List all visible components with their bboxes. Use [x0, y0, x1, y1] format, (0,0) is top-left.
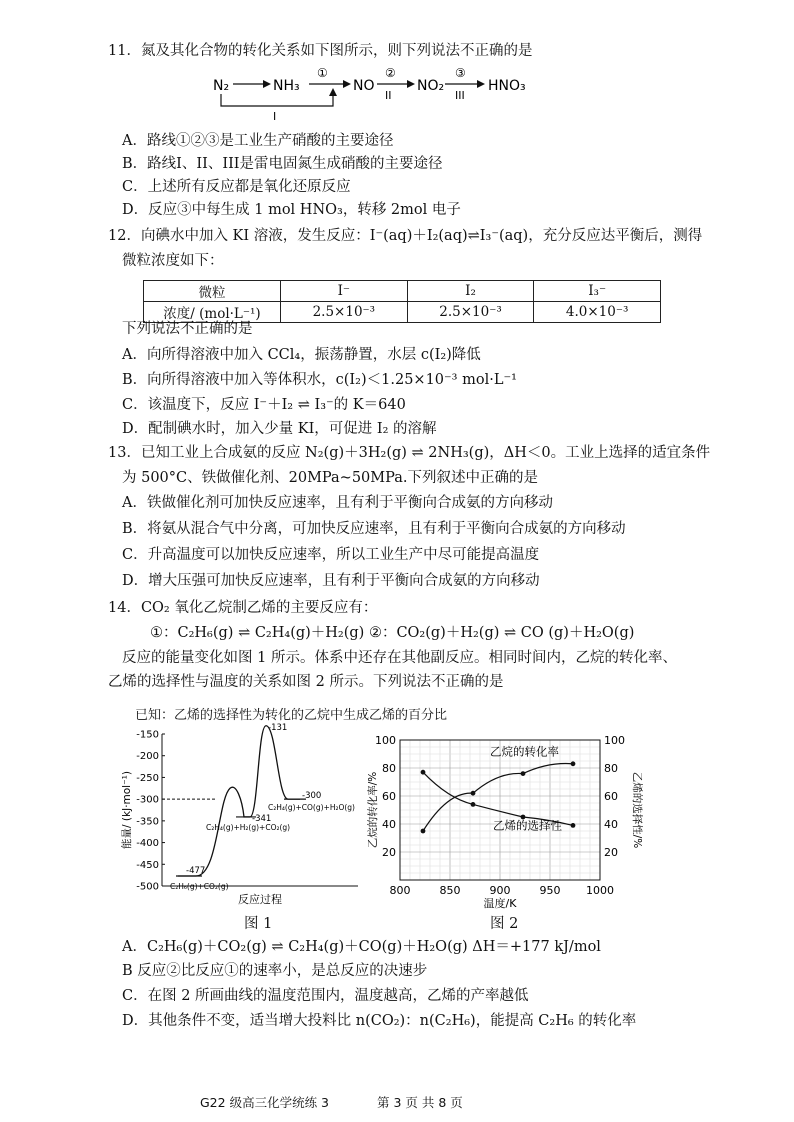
- q12-option-d: D．配制碘水时，加入少量 KI，可促进 I₂ 的溶解: [122, 421, 437, 437]
- q13-stem: 13．已知工业上合成氨的反应 N₂(g)＋3H₂(g) ⇌ 2NH₃(g)，ΔH＜0。工业上选择的适宜条件: [108, 445, 711, 461]
- q14-note: 已知：乙烯的选择性为转化的乙烷中生成乙烯的百分比: [135, 708, 448, 723]
- q14-option-b: B 反应②比反应①的速率小，是总反应的决速步: [122, 963, 428, 979]
- y-tick-label: -450: [136, 859, 159, 871]
- hno3-label: HNO₃: [488, 78, 526, 94]
- n2-label: N₂: [213, 78, 230, 94]
- route2-label: II: [385, 89, 392, 102]
- table-cell: 4.0×10⁻³: [534, 302, 661, 323]
- y-tick-label-left: 60: [382, 790, 396, 803]
- y-tick-label-left: 80: [382, 762, 396, 775]
- species-label: C₂H₄(g)+H₂(g)+CO₂(g): [206, 822, 291, 832]
- q14-option-a: A．C₂H₆(g)＋CO₂(g) ⇌ C₂H₄(g)＋CO(g)＋H₂O(g) ΔH＝+177 kJ/mol: [122, 939, 601, 955]
- q11-option-c: C．上述所有反应都是氧化还原反应: [122, 179, 351, 195]
- y-tick-label: -400: [136, 838, 159, 850]
- table-cell: 2.5×10⁻³: [407, 302, 534, 323]
- q11-option-b: B．路线I、II、III是雷电固氮生成硝酸的主要途径: [122, 156, 443, 172]
- y-tick-label-right: 40: [604, 818, 618, 831]
- nh3-label: NH₃: [273, 78, 300, 94]
- q11-stem: 11．氮及其化合物的转化关系如下图所示，则下列说法不正确的是: [108, 43, 533, 59]
- value-label: -341: [252, 813, 272, 824]
- data-point: [421, 770, 426, 775]
- data-point: [421, 829, 426, 834]
- y-tick-label: -250: [136, 772, 159, 784]
- conversion-selectivity-chart: [362, 728, 642, 908]
- species-label: C₂H₆(g)+CO₂(g): [170, 882, 229, 892]
- x-tick-label: 950: [539, 884, 561, 897]
- y-axis-label-left: 乙烷的转化率/%: [367, 771, 379, 849]
- table-header-cell: I₃⁻: [534, 281, 661, 302]
- series-line: [423, 772, 573, 825]
- data-point: [571, 761, 576, 766]
- x-axis-label: 温度/K: [483, 897, 517, 910]
- q13-option-d: D．增大压强可加快反应速率，且有利于平衡向合成氨的方向移动: [122, 573, 540, 589]
- fig1-caption: 图 1: [244, 916, 273, 932]
- series-label: 乙烷的转化率: [490, 744, 559, 759]
- q12-stem: 12．向碘水中加入 KI 溶液，发生反应：I⁻(aq)＋I₂(aq)⇌I₃⁻(aq)，充分反应达平衡后，测得: [108, 228, 703, 244]
- y-tick-label-right: 60: [604, 790, 618, 803]
- q11-option-d: D．反应③中每生成 1 mol HNO₃，转移 2mol 电子: [122, 202, 461, 218]
- concentration-table: [143, 280, 661, 323]
- no2-label: NO₂: [417, 78, 445, 94]
- y-tick-label-left: 20: [382, 846, 396, 859]
- y-tick-label-right: 20: [604, 846, 618, 859]
- x-axis-label: 反应过程: [238, 893, 282, 906]
- y-tick-label: -350: [136, 816, 159, 828]
- data-point: [521, 771, 526, 776]
- y-tick-label: -300: [136, 794, 159, 806]
- footer-page-number: 第 3 页 共 8 页: [377, 1095, 463, 1110]
- value-label: -477: [186, 866, 206, 877]
- q13-option-b: B．将氨从混合气中分离，可加快反应速率，且有利于平衡向合成氨的方向移动: [122, 521, 626, 537]
- footer-exam-name: G22 级高三化学统练 3: [200, 1095, 329, 1110]
- q12-stem2: 微粒浓度如下：: [122, 253, 224, 269]
- data-point: [571, 823, 576, 828]
- q11-diagram: [205, 62, 525, 122]
- q13-stem2: 为 500°C、铁做催化剂、20MPa~50MPa.下列叙述中正确的是: [122, 470, 538, 486]
- series-label: 乙烯的选择性: [493, 818, 562, 833]
- q13-option-a: A．铁做催化剂可加快反应速率，且有利于平衡向合成氨的方向移动: [122, 495, 553, 511]
- q13-option-c: C．升高温度可以加快反应速率，所以工业生产中尽可能提高温度: [122, 547, 540, 563]
- route1-label: I: [273, 110, 277, 123]
- energy-curve: [178, 726, 300, 876]
- y-tick-label-right: 80: [604, 762, 618, 775]
- species-label: C₂H₄(g)+CO(g)+H₂O(g): [268, 803, 355, 813]
- data-point: [471, 802, 476, 807]
- table-cell: 浓度/ (mol·L⁻¹): [144, 302, 281, 323]
- table-header-cell: I⁻: [281, 281, 408, 302]
- q14-desc1: 反应的能量变化如图 1 所示。体系中还存在其他副反应。相同时间内，乙烷的转化率、: [122, 650, 677, 666]
- y-tick-label-left: 100: [375, 734, 396, 747]
- step2-label: ②: [385, 66, 396, 80]
- y-axis-label-right: 乙烯的选择性/%: [631, 771, 643, 849]
- step1-label: ①: [317, 66, 328, 80]
- value-label: -300: [302, 791, 322, 802]
- q14-option-d: D．其他条件不变，适当增大投料比 n(CO₂)：n(C₂H₆)，能提高 C₂H₆ 的转化率: [122, 1013, 637, 1029]
- x-tick-label: 1000: [586, 884, 614, 897]
- no-label: NO: [353, 78, 375, 94]
- data-point: [471, 791, 476, 796]
- x-tick-label: 850: [439, 884, 461, 897]
- y-axis-label: 能量/ (kJ·mol⁻¹): [121, 771, 133, 849]
- y-tick-label-left: 40: [382, 818, 396, 831]
- q14-stem: 14．CO₂ 氧化乙烷制乙烯的主要反应有：: [108, 600, 378, 616]
- table-header-cell: 微粒: [144, 281, 281, 302]
- table-cell: 2.5×10⁻³: [281, 302, 408, 323]
- step3-label: ③: [455, 66, 466, 80]
- fig2-caption: 图 2: [490, 916, 519, 932]
- y-tick-label: -200: [136, 751, 159, 763]
- y-tick-label: -150: [136, 729, 159, 741]
- q12-option-c: C．该温度下，反应 I⁻＋I₂ ⇌ I₃⁻的 K＝640: [122, 397, 406, 413]
- energy-profile-chart: [118, 722, 363, 908]
- q12-ask: 下列说法不正确的是: [122, 321, 253, 337]
- y-tick-label-right: 100: [604, 734, 625, 747]
- q14-reactions: ①：C₂H₆(g) ⇌ C₂H₄(g)＋H₂(g) ②：CO₂(g)＋H₂(g) ⇌ CO (g)＋H₂O(g): [150, 625, 635, 641]
- q14-desc2: 乙烯的选择性与温度的关系如图 2 所示。下列说法不正确的是: [108, 674, 504, 690]
- y-tick-label: -500: [136, 881, 159, 893]
- q12-option-a: A．向所得溶液中加入 CCl₄，振荡静置，水层 c(I₂)降低: [122, 347, 481, 363]
- x-tick-label: 900: [489, 884, 511, 897]
- q14-option-c: C．在图 2 所画曲线的温度范围内，温度越高，乙烯的产率越低: [122, 988, 529, 1004]
- x-tick-label: 800: [389, 884, 411, 897]
- table-header-row: [144, 281, 661, 302]
- q12-option-b: B．向所得溶液中加入等体积水，c(I₂)＜1.25×10⁻³ mol·L⁻¹: [122, 372, 517, 388]
- route3-label: III: [455, 89, 465, 102]
- value-label: -131: [268, 722, 288, 733]
- q11-option-a: A．路线①②③是工业生产硝酸的主要途径: [122, 133, 394, 149]
- table-header-cell: I₂: [407, 281, 534, 302]
